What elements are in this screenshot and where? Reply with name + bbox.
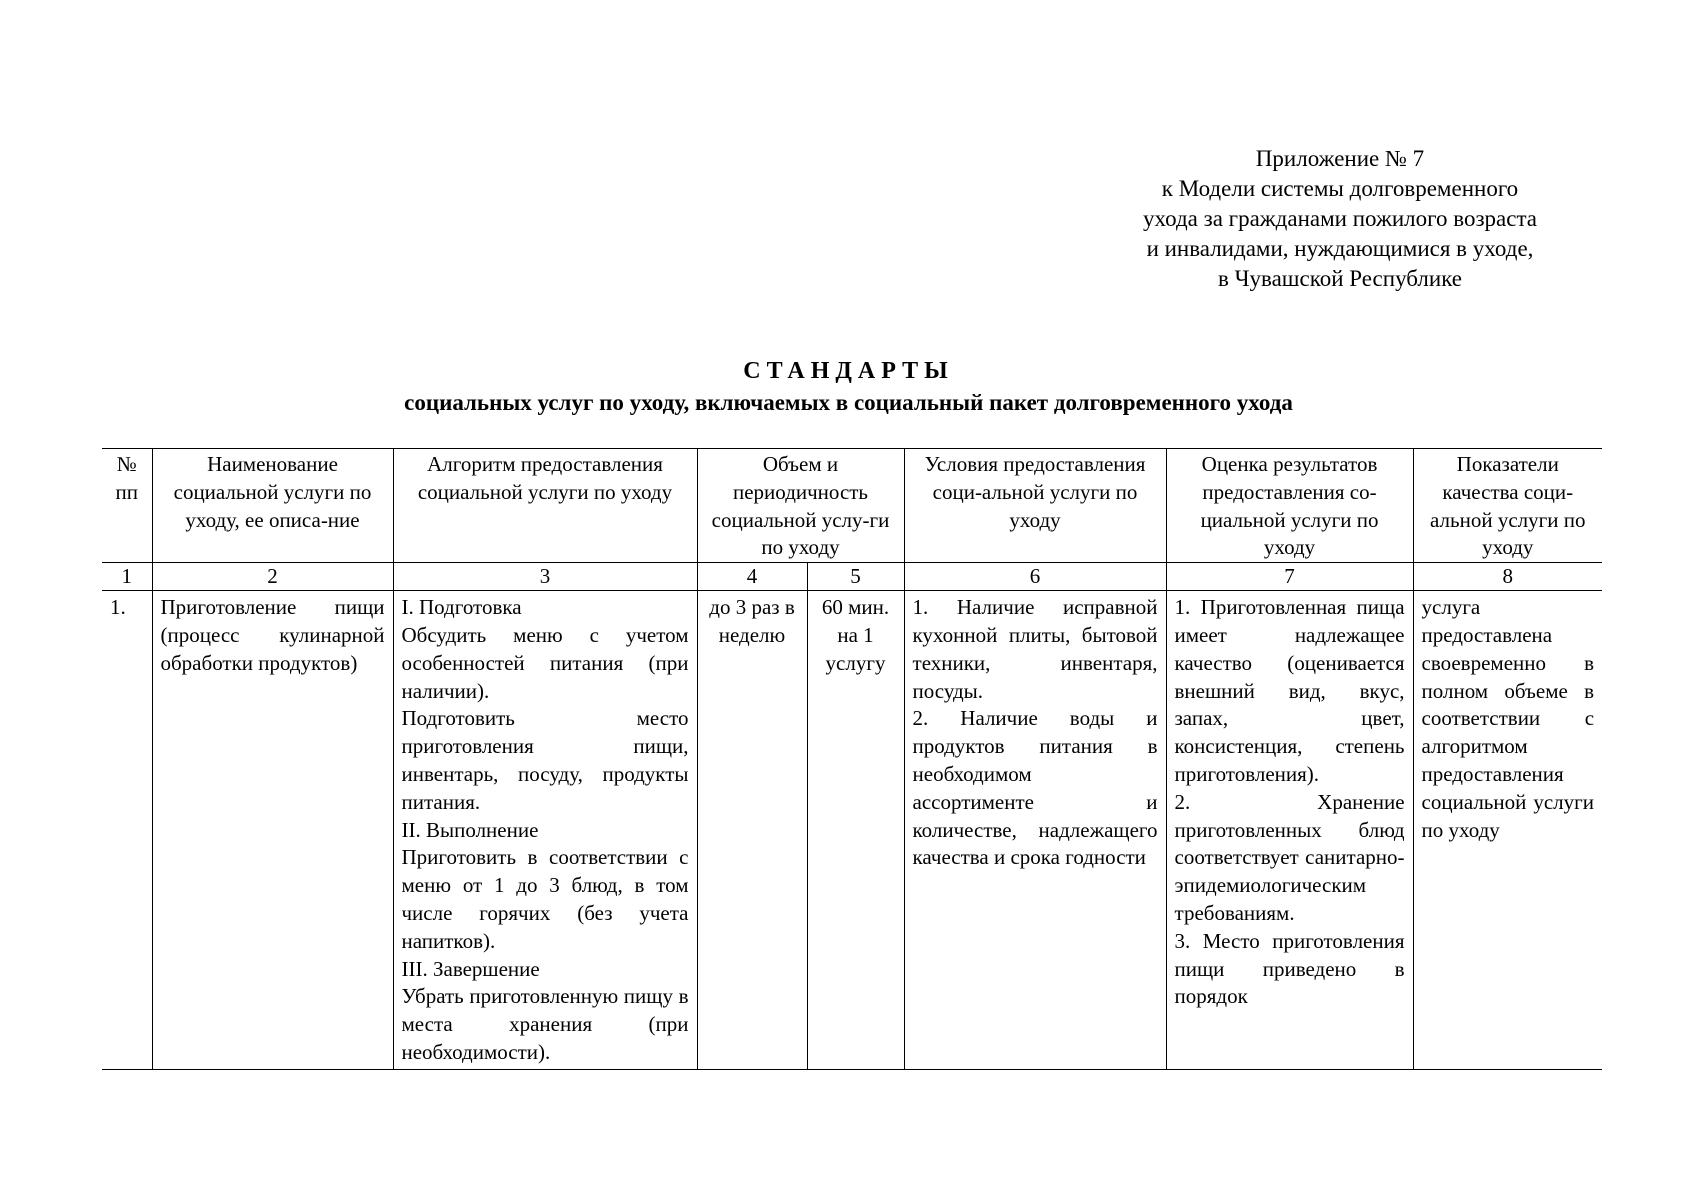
document-subtitle: социальных услуг по уходу, включаемых в социальный пакет долговременного ухода <box>404 390 1293 415</box>
column-number: 4 <box>697 563 807 591</box>
algorithm-step: Подготовить место приготовления пищи, инвентарь, посуду, продукты питания. <box>401 706 689 814</box>
table-row <box>102 591 1602 1070</box>
appendix-line: и инвалидами, нуждающимися в уходе, <box>1146 236 1534 261</box>
appendix-line: к Модели системы долговременного <box>1161 176 1519 201</box>
algorithm-step: II. Выполнение <box>401 817 539 842</box>
volume-cell: до 3 раз в неделю <box>697 591 807 1070</box>
assessment-item: 3. Место приготовления пищи приведено в порядок <box>1174 928 1405 1009</box>
algorithm-step: Убрать приготовленную пищу в места хранения (при необходимости). <box>401 984 689 1064</box>
assessment-item: 2. Хранение приготовленных блюд соответствует санитарно-эпидемиологическим требованиям. <box>1174 789 1405 925</box>
assessment-item: 1. Приготовленная пища имеет надлежащее качество (оценивается внешний вид, вкус, запах, цвет, консистенция, степень приготовления). <box>1174 595 1405 786</box>
header-quality: Показатели качества соци-альной услуги по уходу <box>1413 449 1602 563</box>
column-number: 7 <box>1166 563 1413 591</box>
algorithm-step: Приготовить в соответствии с меню от 1 до 3 блюд, в том числе горячих (без учета напитков). <box>401 845 689 953</box>
column-number: 5 <box>807 563 904 591</box>
header-conditions: Условия предоставления соци-альной услуги по уходу <box>904 449 1166 563</box>
header-volume: Объем и периодичность социальной услу-ги по уходу <box>697 449 904 563</box>
appendix-block <box>1130 144 1550 294</box>
algorithm-step: III. Завершение <box>401 956 540 981</box>
quality-cell: услуга предоставлена своевременно в полном объеме в соответствии с алгоритмом предоставления социальной услуги по уходу <box>1413 591 1602 1070</box>
row-number: 1. <box>102 591 152 1070</box>
standards-table <box>102 448 1602 1070</box>
header-number: № пп <box>102 449 152 563</box>
appendix-line: Приложение № 7 <box>1255 146 1425 171</box>
service-name-cell: Приготовление пищи (процесс кулинарной обработки продуктов) <box>152 591 393 1070</box>
appendix-line: ухода за гражданами пожилого возраста <box>1142 206 1537 231</box>
column-number: 3 <box>393 563 697 591</box>
column-number: 8 <box>1413 563 1602 591</box>
conditions-cell <box>904 591 1166 1070</box>
document-title: СТАНДАРТЫ <box>743 358 954 384</box>
header-assessment: Оценка результатов предоставления со-циальной услуги по уходу <box>1166 449 1413 563</box>
algorithm-cell <box>393 591 697 1070</box>
column-number: 1 <box>102 563 152 591</box>
periodicity-cell: 60 мин. на 1 услугу <box>807 591 904 1070</box>
appendix-line: в Чувашской Республике <box>1217 266 1462 291</box>
algorithm-step: Обсудить меню с учетом особенностей питания (при наличии). <box>401 622 689 703</box>
assessment-cell <box>1166 591 1413 1070</box>
column-number-row <box>102 563 1602 591</box>
table-header-row <box>102 449 1602 563</box>
algorithm-step: I. Подготовка <box>401 595 522 620</box>
column-number: 2 <box>152 563 393 591</box>
header-service-name: Наименование социальной услуги по уходу, ее описа-ние <box>152 449 393 563</box>
column-number: 6 <box>904 563 1166 591</box>
header-algorithm: Алгоритм предоставления социальной услуги по уходу <box>393 449 697 563</box>
condition-item: 2. Наличие воды и продуктов питания в необходимом ассортименте и количестве, надлежащего качества и срока годности <box>912 706 1158 870</box>
condition-item: 1. Наличие исправной кухонной плиты, бытовой техники, инвентаря, посуды. <box>912 595 1158 703</box>
